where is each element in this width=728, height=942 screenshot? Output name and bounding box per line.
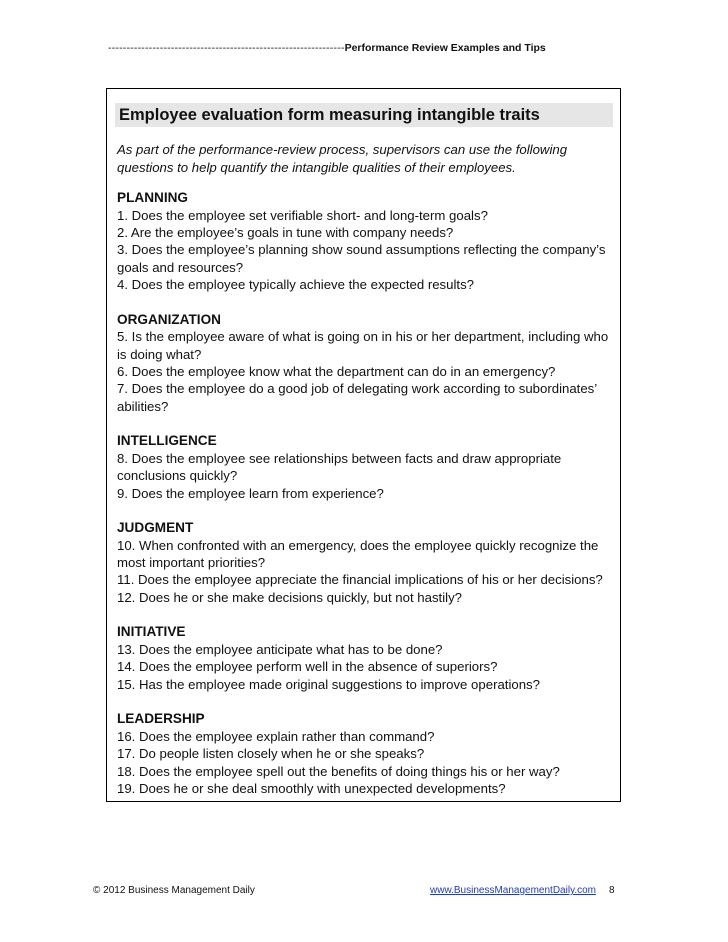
question-item: 15. Has the employee made original suggestions to improve operations? [117,676,540,692]
website-link[interactable]: www.BusinessManagementDaily.com [430,885,596,896]
form-title: Employee evaluation form measuring intangible traits [115,103,613,127]
question-item: 14. Does the employee perform well in the absence of superiors? [117,659,498,675]
question-item: 10. When confronted with an emergency, does the employee quickly recognize the most important priorities? [117,537,599,571]
question-item: 9. Does the employee learn from experience? [117,485,384,501]
section-heading: LEADERSHIP [117,711,205,727]
section-heading: PLANNING [117,190,188,205]
section-heading: INITIATIVE [117,624,186,640]
section-leadership [117,710,617,797]
form-sections [117,189,617,814]
question-item: 3. Does the employee’s planning show sound assumptions reflecting the company’s goals and resources? [117,242,606,275]
section-intelligence [117,432,617,502]
question-item: 5. Is the employee aware of what is going on in his or her department, including who is doing what? [117,329,609,362]
page-footer [0,885,728,901]
section-heading: INTELLIGENCE [117,433,217,449]
copyright-text: © 2012 Business Management Daily [93,885,255,896]
evaluation-form-box [106,88,621,802]
question-item: 13. Does the employee anticipate what has to be done? [117,641,443,657]
running-header [108,42,618,54]
header-rule: ---------------------------------------------------------------- [108,42,345,54]
form-intro: As part of the performance-review process, supervisors can use the following questions to help quantify the intangible qualities of their employees. [117,142,568,175]
section-judgment [117,519,617,606]
question-item: 6. Does the employee know what the department can do in an emergency? [117,364,556,380]
section-planning [117,189,617,294]
question-item: 17. Do people listen closely when he or she speaks? [117,746,425,762]
question-item: 4. Does the employee typically achieve the expected results? [117,277,474,293]
question-item: 2. Are the employee’s goals in tune with company needs? [117,225,454,240]
question-item: 7. Does the employee do a good job of delegating work according to subordinates’ abilities? [117,381,597,414]
question-item: 12. Does he or she make decisions quickly, but not hastily? [117,589,463,605]
question-item: 1. Does the employee set verifiable short- and long-term goals? [117,207,488,223]
question-item: 16. Does the employee explain rather than command? [117,728,435,744]
question-item: 11. Does the employee appreciate the financial implications of his or her decisions? [117,572,603,588]
header-title: Performance Review Examples and Tips [344,42,546,54]
question-item: 19. Does he or she deal smoothly with unexpected developments? [117,780,506,796]
section-organization [117,311,617,416]
section-heading: JUDGMENT [117,520,194,536]
section-initiative [117,623,617,693]
page-number: 8 [609,885,615,896]
question-item: 18. Does the employee spell out the benefits of doing things his or her way? [117,763,560,779]
question-item: 8. Does the employee see relationships between facts and draw appropriate conclusions quickly? [117,450,562,484]
section-heading: ORGANIZATION [117,311,221,327]
